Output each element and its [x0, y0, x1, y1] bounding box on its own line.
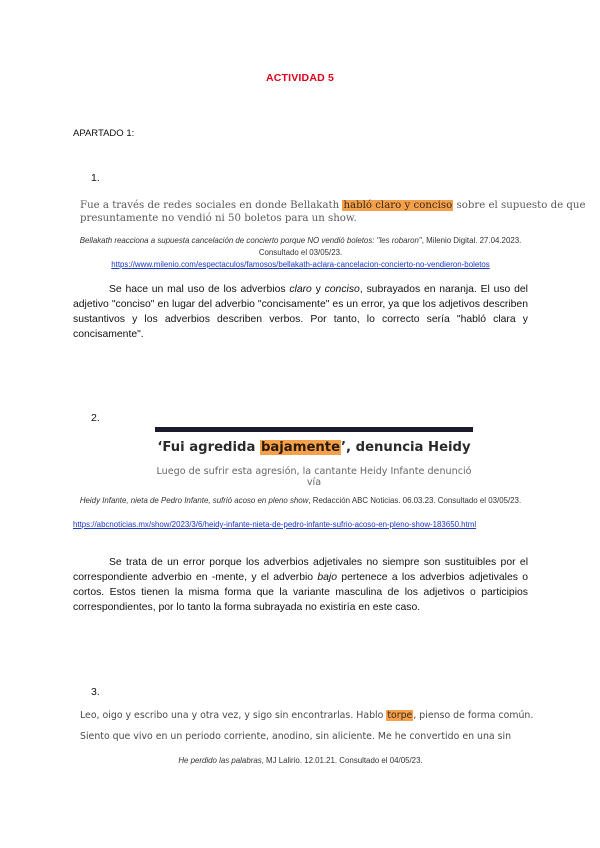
image-top-bar — [155, 427, 473, 432]
quote-text: , pienso de forma común. — [413, 710, 534, 721]
highlighted-word: torpe — [387, 710, 413, 721]
quote-text: sobre el supuesto de que — [453, 200, 586, 211]
explanation-paragraph-1: Se hace un mal uso de los adverbios claro y conciso, subrayados en naranja. El uso del adjetivo "conciso" en lugar del adverbio "concisamente" es un error, ya que los adjetivos describen sustantivos y los adverbios describen verbos. Por tanto, lo correcto sería "habló clara y concisamente". — [73, 284, 528, 340]
headline-subtext: Luego de sufrir esta agresión, la cantante Heidy Infante denunció vía — [156, 466, 472, 488]
page-title: ACTIVIDAD 5 — [265, 72, 335, 84]
highlighted-phrase: habló claro y conciso — [343, 200, 453, 211]
section-heading: APARTADO 1: — [73, 128, 135, 139]
explanation-paragraph-2: Se trata de un error porque los adverbios adjetivales no siempre son sustituibles por el correspondiente adverbio en -mente, y el adverbio bajo pertenece a los adverbios adjetivales o cortos. Estos tienen la misma forma que la variante masculina de los adjetivos o participios correspondientes, por lo tanto la forma subrayada no existiría en este caso. — [73, 557, 528, 613]
item-number-3: 3. — [91, 686, 100, 698]
quote-image-1 — [80, 199, 586, 225]
quote-text: Siento que vivo en un periodo corriente, anodino, sin aliciente. Me he convertido en una sin — [80, 731, 512, 742]
quote-text: Leo, oigo y escribo una y otra vez, y sigo sin encontrarlas. Hablo — [80, 710, 387, 721]
source-link-2[interactable]: https://abcnoticias.mx/show/2023/3/6/heidy-infante-nieta-de-pedro-infante-sufrio-acoso-en-pleno-show-183650.html — [73, 520, 477, 529]
citation-title: Heidy Infante, nieta de Pedro Infante, sufrió acoso en pleno show — [79, 496, 309, 505]
citation-title: Bellakath reacciona a supuesta cancelación de concierto porque NO vendió boletos: "les robaron" — [79, 236, 422, 245]
quote-text: Fue a través de redes sociales en donde Bellakath — [80, 200, 343, 211]
citation-1 — [73, 235, 528, 259]
citation-2 — [73, 495, 528, 507]
item-number-1: 1. — [91, 172, 100, 184]
quote-image-3 — [80, 709, 534, 743]
citation-details: , Milenio Digital. 27.04.2023. Consultado el 03/05/23. — [258, 236, 522, 257]
item-number-2: 2. — [91, 412, 100, 424]
citation-3 — [73, 755, 528, 767]
quote-text: presuntamente no vendió ni 50 boletos para un show. — [80, 213, 357, 224]
citation-details: , Redacción ABC Noticias. 06.03.23. Consultado el 03/05/23. — [308, 496, 522, 505]
headline-image-2: ‘Fui agredida bajamente’, denuncia Heidy — [157, 440, 471, 455]
highlighted-word: bajamente — [260, 440, 341, 455]
source-link-1[interactable]: https://www.milenio.com/espectaculos/famosos/bellakath-aclara-cancelacion-concierto-no-vendieron-boletos — [111, 260, 490, 269]
citation-details: , MJ Lalirio. 12.01.21. Consultado el 04/05/23. — [261, 756, 423, 765]
citation-title: He perdido las palabras — [178, 756, 262, 765]
